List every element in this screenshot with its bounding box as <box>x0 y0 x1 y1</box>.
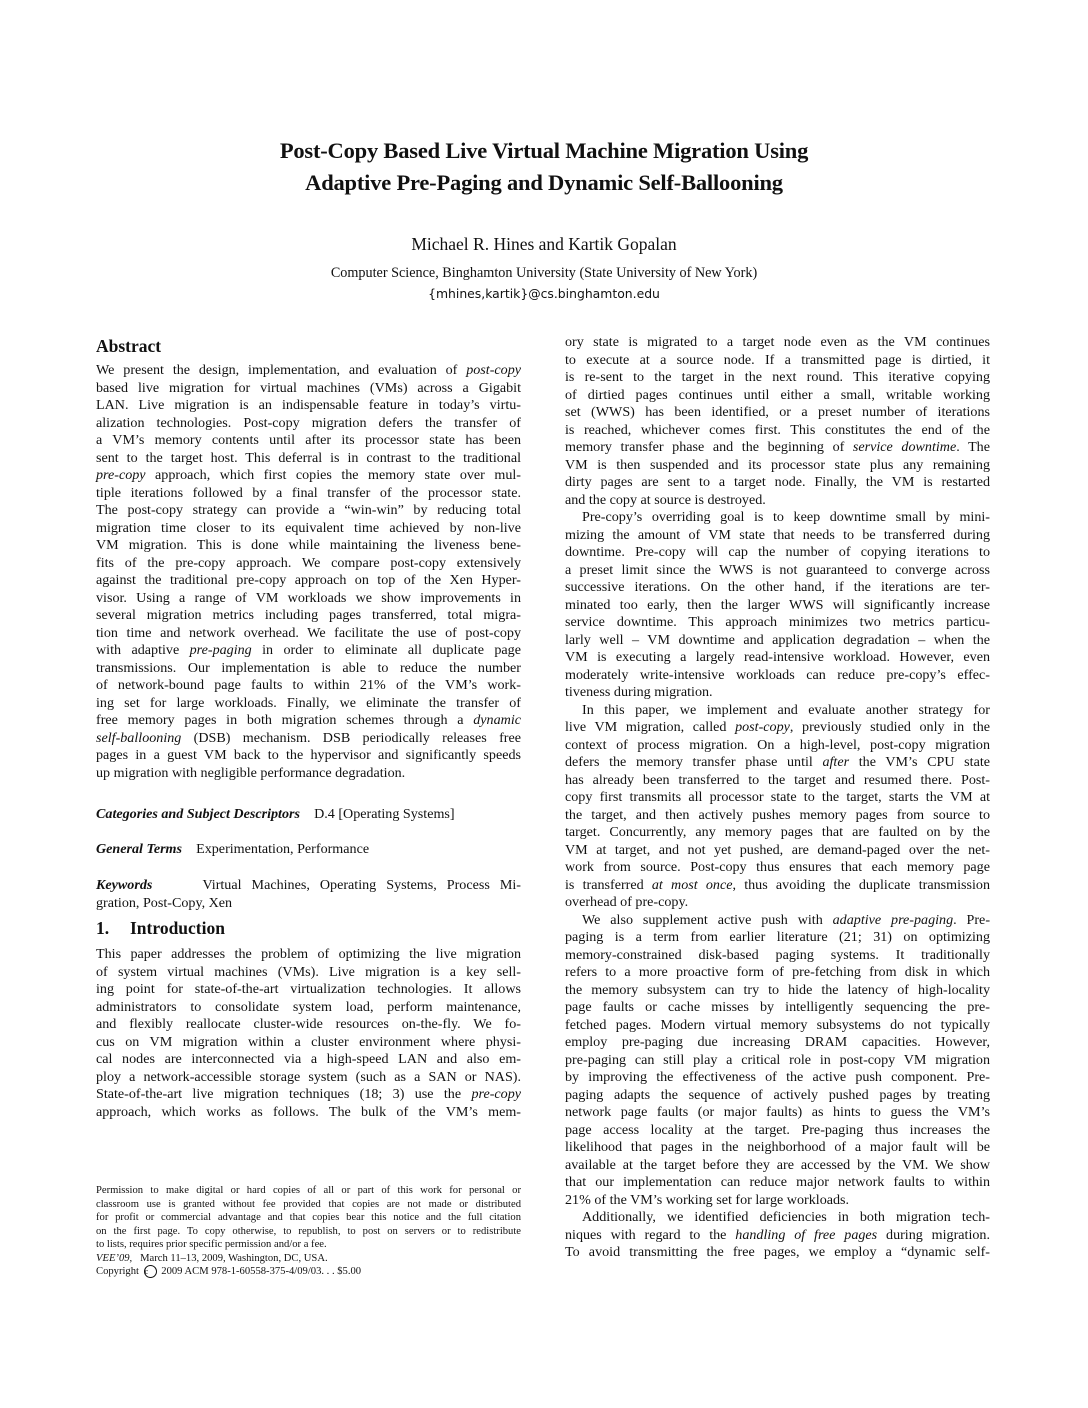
abstract-line: LAN. Live migration is an indispensable feature in today’s virtu- <box>96 397 521 413</box>
general-terms-value: Experimentation, Performance <box>196 841 370 857</box>
intro-line: ing point for state-of-the-art virtualization technologies. It allows <box>96 981 521 997</box>
body-line: defers the memory transfer phase until after the VM’s CPU state <box>565 754 990 770</box>
body-line: available at the target before they are accessed by the VM. We show <box>565 1156 990 1173</box>
abstract-line: alization technologies. Post-copy migration defers the transfer of <box>96 414 521 431</box>
body-line: employ pre-paging due increasing DRAM capacities. However, <box>565 1034 990 1050</box>
intro-line: cal nodes are interconnected via a high-speed LAN and also em- <box>96 1051 521 1067</box>
body-line: mizing the amount of VM state that needs to be transferred during <box>565 526 990 543</box>
body-line: paging is a term from earlier literature (21; 31) on optimizing <box>565 929 990 945</box>
permission-footnote <box>96 1184 521 1279</box>
section-title: Introduction <box>130 918 225 938</box>
abstract-line: sent to the target host. This deferral is in contrast to the traditional <box>96 449 521 466</box>
body-line: the memory subsystem can try to hide the latency of high-locality <box>565 981 990 998</box>
affiliation: Computer Science, Binghamton University (State University of New York) <box>330 265 758 281</box>
keywords-line-2: gration, Post-Copy, Xen <box>96 894 233 911</box>
body-line: VM is then suspended and its processor state plus any remaining <box>565 456 990 473</box>
footnote-line: classroom use is granted without fee provided that copies are not made or distributed <box>96 1198 521 1210</box>
footnote-line: Permission to make digital or hard copies of all or part of this work for personal or <box>96 1185 521 1196</box>
body-line: is reached, whichever comes first. This constitutes the end of the <box>565 421 990 438</box>
paper-title <box>96 135 992 199</box>
body-line: successive iterations. On the other hand, if the iterations are ter- <box>565 579 990 595</box>
intro-line: State-of-the-art live migration techniques (18; 3) use the pre-copy <box>96 1086 521 1102</box>
title-line-1: Post-Copy Based Live Virtual Machine Migration Using <box>279 138 809 163</box>
intro-line: of system virtual machines (VMs). Live migration is a key sell- <box>96 963 521 980</box>
keywords-line-1 <box>96 877 521 895</box>
section-number: 1. <box>96 918 110 938</box>
body-line: dirty pages are sent to a target node. Finally, the VM is restarted <box>565 474 990 490</box>
body-line: work from source. Post-copy thus ensures that each memory page <box>565 859 990 875</box>
body-line: We also supplement active push with adaptive pre-paging. Pre- <box>582 911 991 928</box>
body-line: Pre-copy’s overriding goal is to keep downtime small by mini- <box>582 509 990 525</box>
keywords-label: Keywords <box>96 877 153 893</box>
body-line: is re-sent to the target in the next round. This iterative copying <box>565 369 990 385</box>
body-line: memory transfer phase and the beginning of service downtime. The <box>565 439 990 455</box>
intro-line: cus on VM migration within a cluster environment where physi- <box>96 1033 521 1050</box>
body-line: network page faults (or major faults) as hints to guess the VM’s <box>565 1104 990 1120</box>
footnote-line: on the first page. To copy otherwise, to republish, to post on servers or to redistribute <box>96 1225 521 1237</box>
abstract-line: based live migration for virtual machines (VMs) across a Gigabit <box>96 379 521 396</box>
body-line: VM at target, and not yet pushed, are demand-paged over the net- <box>565 841 990 858</box>
right-column-body <box>565 334 990 1262</box>
venue-line <box>96 1252 521 1266</box>
body-line: by improving the effectiveness of the active push component. Pre- <box>565 1069 990 1085</box>
abstract-line: pages in a guest VM back to the hypervisor and significantly speeds <box>96 747 521 763</box>
copyright-symbol: c <box>144 1265 157 1278</box>
intro-line: administrators to consolidate system load, perform maintenance, <box>96 998 521 1015</box>
body-line: context of process migration. On a high-level, post-copy migration <box>565 736 990 753</box>
keywords-value-1: Virtual Machines, Operating Systems, Process Mi- <box>202 877 521 893</box>
categories <box>96 806 521 824</box>
abstract-line: transmissions. Our implementation is able to reduce the number <box>96 659 521 676</box>
body-line: of dirtied pages continues until either a small, writable working <box>565 386 990 403</box>
body-line: minated too early, then the larger WWS will significantly increase <box>565 596 990 613</box>
body-line: tiveness during migration. <box>565 684 713 700</box>
body-line: niques with regard to the handling of free pages during migration. <box>565 1226 990 1243</box>
body-line: VM is executing a largely read-intensive workload. However, even <box>565 649 990 665</box>
venue-details: March 11–13, 2009, Washington, DC, USA. <box>140 1252 328 1264</box>
body-line: that our implementation can reduce major network faults to within <box>565 1174 990 1190</box>
body-line: refers to a more proactive form of pre-fetching from disk in which <box>565 964 990 980</box>
general-terms-label: General Terms <box>96 841 183 857</box>
body-line: moderately write-intensive workloads can reduce pre-copy’s effec- <box>565 666 990 683</box>
abstract-line: a VM’s memory contents until after its processor state has been <box>96 432 521 448</box>
abstract-line: ing set for large workloads. Finally, we eliminate the transfer of <box>96 694 521 711</box>
body-line: is transferred at most once, thus avoiding the duplicate transmission <box>565 876 990 893</box>
body-line: memory-constrained disk-based paging systems. It traditionally <box>565 946 990 963</box>
body-line: page faults or cache misses by intelligently sequencing the pre- <box>565 999 990 1015</box>
venue-name: VEE’09, <box>96 1252 133 1264</box>
body-line: has already been transferred to the target and resumed there. Post- <box>565 771 990 788</box>
copyright-label: Copyright <box>96 1266 139 1277</box>
body-line: the target, and then actively pushes memory pages from source to <box>565 806 990 823</box>
keywords <box>96 877 521 912</box>
copyright-line <box>96 1265 521 1279</box>
abstract-line: The post-copy strategy can provide a “win-win” by reducing total <box>96 502 521 518</box>
intro-line: ploy a network-accessible storage system (such as a SAN or NAS). <box>96 1068 521 1085</box>
abstract-line: We present the design, implementation, and evaluation of post-copy <box>96 362 521 378</box>
body-line: a preset limit since the WWS is not guaranteed to converge across <box>565 561 990 578</box>
body-line: Additionally, we identified deficiencies in both migration tech- <box>582 1209 990 1225</box>
abstract-line: pre-copy approach, which first copies the memory state over mul- <box>96 467 521 483</box>
body-line: To avoid transmitting the free pages, we employ a “dynamic self- <box>565 1244 990 1260</box>
categories-label: Categories and Subject Descriptors <box>96 806 300 822</box>
authors: Michael R. Hines and Kartik Gopalan <box>411 234 677 254</box>
body-line: 21% of the VM’s working set for large workloads. <box>565 1191 850 1208</box>
abstract-line: self-ballooning (DSB) mechanism. DSB periodically releases free <box>96 729 521 746</box>
body-line: larly well – VM downtime and application degradation – when the <box>565 631 990 648</box>
permission-text <box>96 1184 521 1252</box>
body-line: In this paper, we implement and evaluate another strategy for <box>582 701 990 718</box>
body-line: pre-paging can still play a critical role in post-copy VM migration <box>565 1051 990 1068</box>
abstract-line: migration time closer to its equivalent time achieved by non-live <box>96 519 521 536</box>
abstract-heading: Abstract <box>96 336 162 356</box>
abstract-line: up migration with negligible performance degradation. <box>96 764 406 781</box>
general-terms <box>96 841 521 859</box>
body-line: fetched pages. Modern virtual memory subsystems do not typically <box>565 1016 990 1033</box>
body-line: copy first transmits all processor state to the target, starts the VM at <box>565 789 990 805</box>
email: {mhines,kartik}@cs.binghamton.edu <box>428 286 660 301</box>
body-line: and the copy at source is destroyed. <box>565 491 766 508</box>
footnote-line: to lists, requires prior specific permission and/or a fee. <box>96 1239 327 1250</box>
abstract-body <box>96 362 521 782</box>
introduction-body <box>96 946 521 1121</box>
body-line: overhead of pre-copy. <box>565 894 689 910</box>
categories-value: D.4 [Operating Systems] <box>314 806 455 822</box>
body-line: ory state is migrated to a target node even as the VM continues <box>565 334 990 350</box>
body-line: live VM migration, called post-copy, previously studied only in the <box>565 719 990 735</box>
abstract-line: visor. Using a range of VM workloads we show improvements in <box>96 589 521 606</box>
abstract-line: VM migration. This is done while maintaining the liveness bene- <box>96 537 521 553</box>
abstract-line: tion time and network overhead. We facilitate the use of post-copy <box>96 624 521 641</box>
body-line: set (WWS) has been identified, or a preset number of iterations <box>565 404 990 420</box>
abstract-line: fits of the pre-copy approach. We compare post-copy extensively <box>96 554 521 571</box>
intro-line: approach, which works as follows. The bulk of the VM’s mem- <box>96 1103 521 1120</box>
abstract-line: free memory pages in both migration schemes through a dynamic <box>96 712 521 728</box>
abstract-line: with adaptive pre-paging in order to eliminate all duplicate page <box>96 642 521 658</box>
body-line: target. Concurrently, any memory pages that are faulted on by the <box>565 824 990 840</box>
abstract-line: of network-bound page faults to within 21% of the VM’s work- <box>96 677 521 693</box>
abstract-line: several migration metrics including pages transferred, total migra- <box>96 607 521 623</box>
introduction-heading <box>96 918 225 939</box>
footnote-line: for profit or commercial advantage and that copies bear this notice and the full citation <box>96 1212 521 1223</box>
copyright-details: 2009 ACM 978-1-60558-375-4/09/03. . . $5.00 <box>161 1266 362 1277</box>
body-line: page access locality at the target. Pre-paging thus increases the <box>565 1121 990 1138</box>
body-line: service downtime. This approach minimizes two metrics particu- <box>565 614 990 630</box>
abstract-line: against the traditional pre-copy approach on top of the Xen Hyper- <box>96 572 521 588</box>
body-line: downtime. Pre-copy will cap the number of copying iterations to <box>565 544 990 560</box>
intro-line: and flexibly reallocate cluster-wide resources on-the-fly. We fo- <box>96 1016 521 1032</box>
body-line: to execute at a source node. If a transmitted page is dirtied, it <box>565 351 990 368</box>
body-line: likelihood that pages in the neighborhood of a major fault will be <box>565 1139 990 1155</box>
title-line-2: Adaptive Pre-Paging and Dynamic Self-Ballooning <box>305 170 783 195</box>
abstract-line: tiple iterations followed by a final transfer of the processor state. <box>96 484 521 501</box>
body-line: paging adapts the sequence of actively pushed pages by treating <box>565 1086 990 1103</box>
intro-line: This paper addresses the problem of optimizing the live migration <box>96 946 521 962</box>
